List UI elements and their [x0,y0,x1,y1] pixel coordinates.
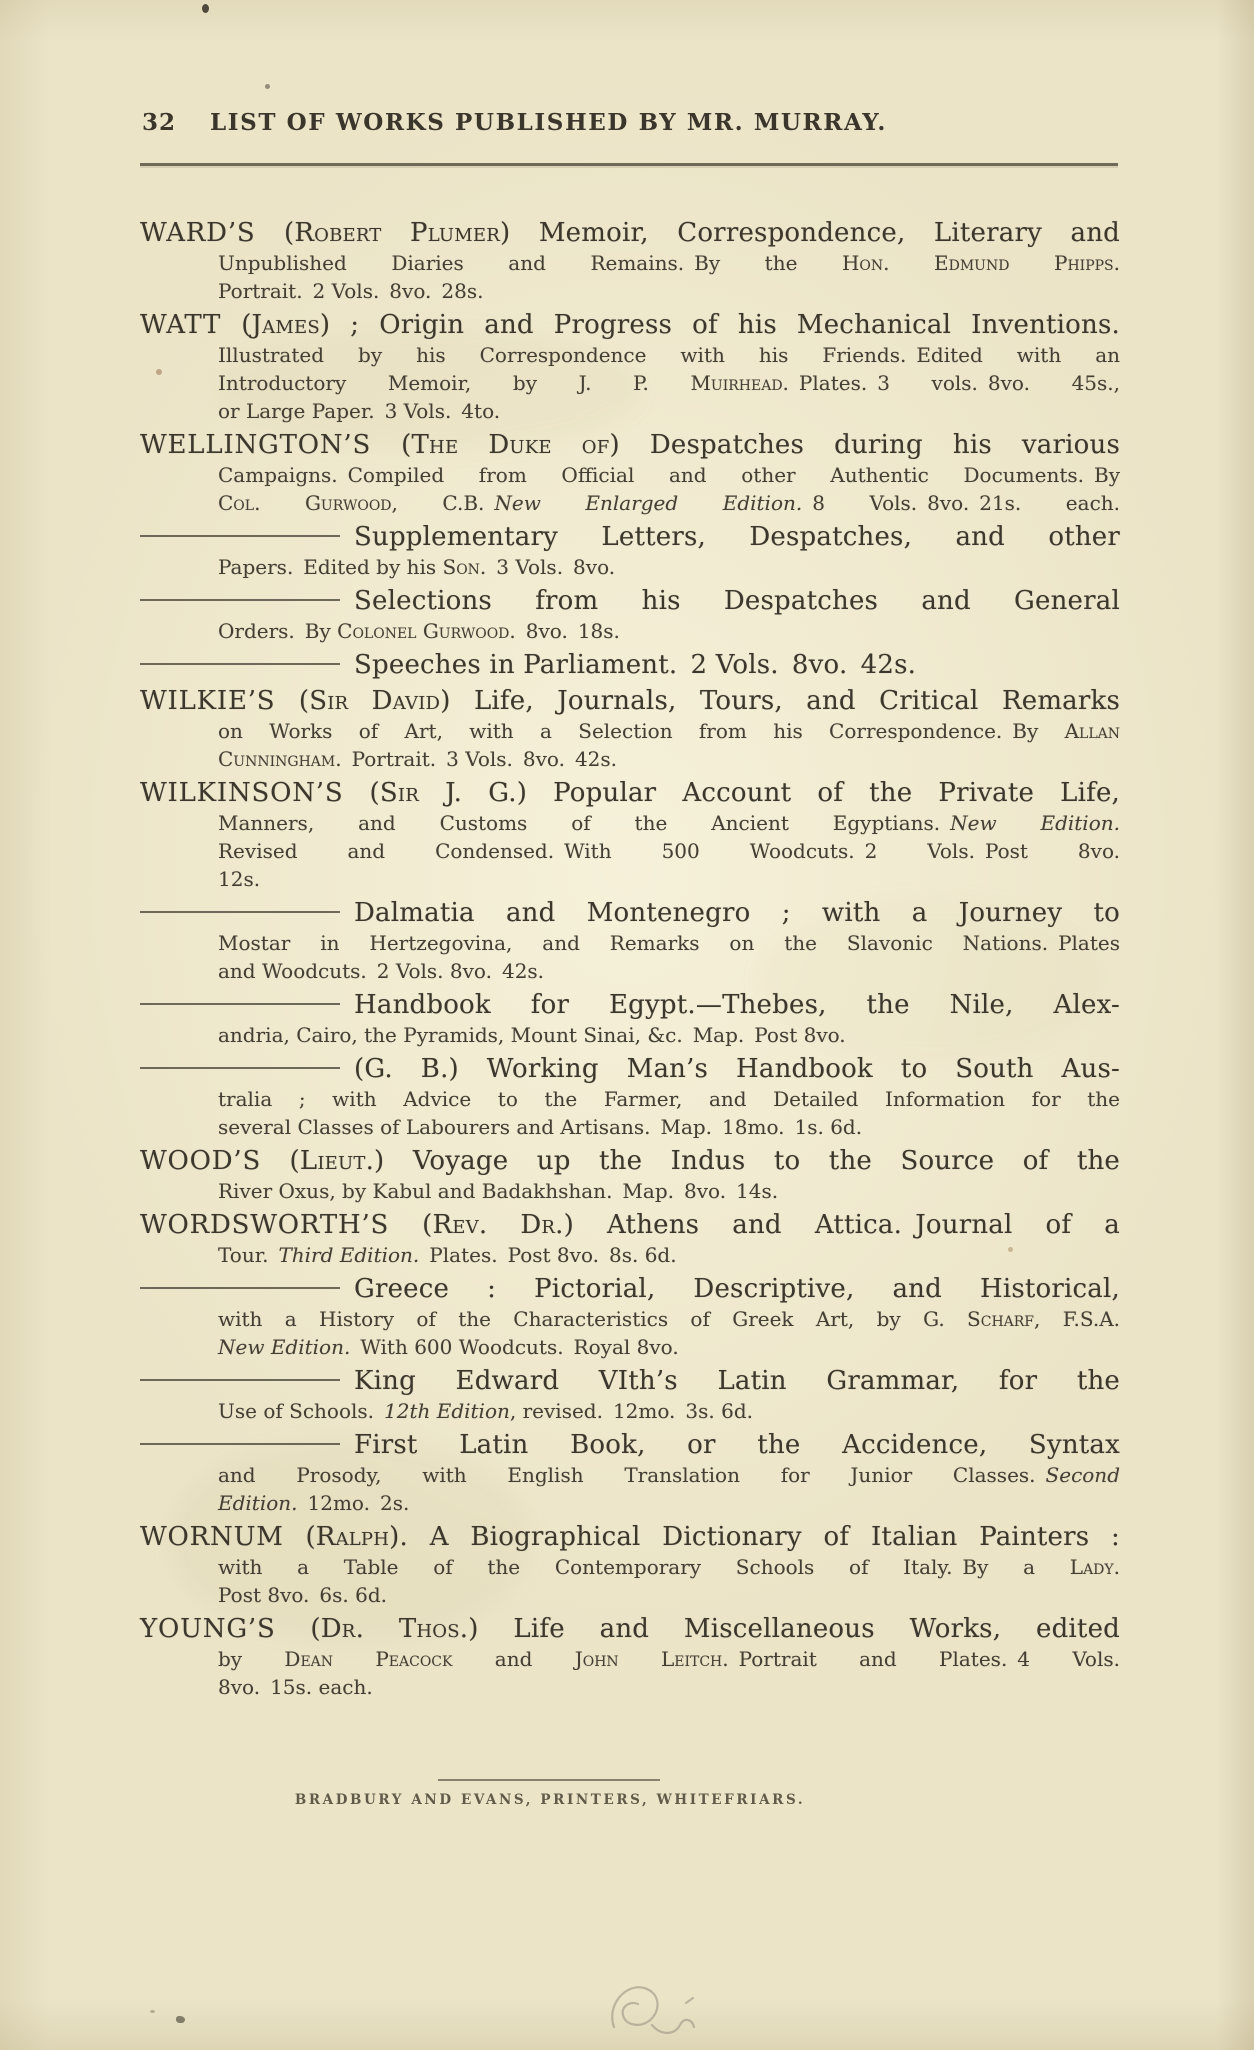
paper-speck [176,2016,185,2023]
italic-text: 12th Edition [384,1399,510,1423]
book-list [140,217,1120,1705]
text-segment: ( [261,1146,300,1176]
entry-detail-line [140,745,1120,773]
paper-speck [265,84,270,89]
text-segment: ( [221,310,252,340]
repeat-author-dash [140,663,340,665]
paper-speck [202,4,209,13]
entry-detail-line [140,461,1120,489]
book-entry [140,309,1120,425]
entry-detail-line [140,369,1120,397]
entry-headline [140,1053,1120,1085]
entry-detail-line [140,1305,1120,1333]
entry-detail-line [140,1461,1120,1489]
entry-detail-line [140,617,1120,645]
italic-text: Edition. [218,1491,298,1515]
entry-headline [140,1209,1120,1241]
text-segment: Illustrated by his Correspondence with his Friends. Edited with an [218,343,1120,367]
page-number: 32 [142,109,177,136]
entry-headline [140,897,1120,929]
text-segment: Dalmatia and Montenegro ; with a Journey to [354,898,1120,928]
book-entry [140,649,1120,681]
entry-detail-line [140,837,1120,865]
text-segment: Tour. [218,1243,279,1267]
text-segment: ) Memoir, Correspondence, Literary and [500,218,1120,248]
entry-detail-line [140,1397,1120,1425]
repeat-author-dash [140,1443,340,1445]
author-name-caps: WILKIE’S [140,686,276,716]
text-segment: and Prosody, with English Translation for Junior Classes. [218,1463,1046,1487]
text-segment: Post 8vo. 6s. 6d. [218,1583,388,1607]
italic-text: New Edition. [950,811,1120,835]
text-segment: ( [389,1210,433,1240]
text-segment: with a History of the Characteristics of Greek Art, by G. [218,1307,968,1331]
pencil-mark [598,1975,718,2050]
entry-headline [140,521,1120,553]
italic-text: New Enlarged Edition. [494,491,803,515]
small-caps-text: The Duke of [411,430,610,460]
text-segment: or Large Paper. 3 Vols. 4to. [218,399,501,423]
book-entry [140,429,1120,517]
small-caps-text: Son. [442,555,487,579]
text-segment: Campaigns. Compiled from Official and other Authentic Documents. By [218,463,1120,487]
entry-headline [140,649,1120,681]
book-entry [140,777,1120,893]
entry-detail-line [140,1085,1120,1113]
text-segment: King Edward VIth’s Latin Grammar, for the [354,1366,1120,1396]
text-segment: Plates. 3 vols. 8vo. 45s., [788,371,1120,395]
text-segment: Orders. By [218,619,338,643]
text-segment: tralia ; with Advice to the Farmer, and Detailed Information for the [218,1087,1120,1111]
text-segment: and [452,1647,575,1671]
repeat-author-dash [140,1003,340,1005]
small-caps-text: James [251,310,320,340]
text-segment: ) Life and Miscellaneous Works, edited [468,1614,1121,1644]
entry-headline [140,989,1120,1021]
text-segment: Handbook for Egypt.—Thebes, the Nile, Alex- [354,990,1120,1020]
entry-detail-line [140,489,1120,517]
text-segment: Revised and Condensed. With 500 Woodcuts. 2 Vols. Post 8vo. [218,839,1120,863]
book-entry [140,989,1120,1049]
entry-headline [140,1613,1120,1645]
small-caps-text: Rev. Dr. [432,1210,564,1240]
entry-headline [140,309,1120,341]
book-entry [140,1209,1120,1269]
small-caps-text: Colonel Gurwood. [337,619,516,643]
book-entry [140,897,1120,985]
small-caps-text: Robert Plumer [294,218,500,248]
italic-text: Third Edition. [278,1243,420,1267]
text-segment: and Woodcuts. 2 Vols. 8vo. 42s. [218,959,545,983]
repeat-author-dash [140,911,340,913]
entry-detail-line [140,1645,1120,1673]
book-entry [140,1521,1120,1609]
book-entry [140,1053,1120,1141]
text-segment: 8vo. 15s. each. [218,1675,373,1699]
repeat-author-dash [140,599,340,601]
entry-headline [140,777,1120,809]
book-entry [140,585,1120,645]
author-name-caps: WARD’S [140,218,256,248]
entry-detail-line [140,249,1120,277]
repeat-author-dash [140,1287,340,1289]
text-segment: Mostar in Hertzegovina, and Remarks on the Slavonic Nations. Plates [218,931,1120,955]
entry-detail-line [140,865,1120,893]
text-segment: F.S.A. [1040,1307,1120,1331]
text-segment: ) ; Origin and Progress of his Mechanical Inventions. [319,310,1120,340]
entry-detail-line [140,1113,1120,1141]
text-segment: Portrait. 3 Vols. 8vo. 42s. [341,747,618,771]
text-segment: ( [343,778,380,808]
small-caps-text: Dr. Thos. [320,1614,469,1644]
entry-detail-line [140,717,1120,745]
text-segment: with a Table of the Contemporary Schools of Italy. By a [218,1555,1070,1579]
footer-rule [438,1779,660,1781]
text-segment: Portrait and Plates. 4 Vols. [728,1647,1120,1671]
entry-headline [140,685,1120,717]
entry-headline [140,1521,1120,1553]
entry-detail-line [140,397,1120,425]
small-caps-text: Lieut. [299,1146,375,1176]
text-segment: by [218,1647,285,1671]
book-entry [140,685,1120,773]
small-caps-text: Dean Peacock [284,1647,453,1671]
text-segment: ) Life, Journals, Tours, and Critical Remarks [440,686,1121,716]
entry-detail-line [140,929,1120,957]
header-rule [140,163,1118,166]
entry-headline [140,1429,1120,1461]
text-segment: Selections from his Despatches and General [354,586,1120,616]
text-segment: ) Despatches during his various [609,430,1120,460]
author-name-caps: WATT [140,310,222,340]
text-segment: (G. B.) Working Man’s Handbook to South Aus- [354,1054,1120,1084]
paper-speck [150,2010,155,2013]
text-segment: ( [275,1614,321,1644]
small-caps-text: Scharf, [967,1307,1041,1331]
printer-imprint: BRADBURY AND EVANS, PRINTERS, WHITEFRIARS. [294,1792,806,1808]
author-name-caps: WELLINGTON’S [140,430,372,460]
text-segment: 3 Vols. 8vo. [486,555,616,579]
text-segment: ( [255,218,295,248]
entry-detail-line [140,1241,1120,1269]
entry-detail-line [140,277,1120,305]
author-name-caps: WOOD’S [140,1146,262,1176]
text-segment: andria, Cairo, the Pyramids, Mount Sinai, &c. Map. Post 8vo. [218,1023,846,1047]
entry-detail-line [140,957,1120,985]
text-segment: ) Voyage up the Indus to the Source of the [374,1146,1121,1176]
entry-detail-line [140,341,1120,369]
small-caps-text: Ralph [315,1522,390,1552]
author-name-caps: WILKINSON’S [140,778,344,808]
entry-detail-line [140,1553,1120,1581]
author-name-caps: WORNUM [140,1522,284,1552]
entry-detail-line [140,1581,1120,1609]
entry-detail-line [140,1177,1120,1205]
text-segment: on Works of Art, with a Selection from his Correspondence. By [218,719,1065,743]
text-segment: ( [283,1522,316,1552]
small-caps-text: Col. Gurwood, [218,491,398,515]
entry-detail-line [140,553,1120,581]
entry-detail-line [140,809,1120,837]
book-entry [140,1429,1120,1517]
small-caps-text: Muirhead. [690,371,789,395]
entry-detail-line [140,1673,1120,1701]
book-entry [140,217,1120,305]
text-segment: J. G.) Popular Account of the Private Life, [418,778,1121,808]
entry-headline [140,1273,1120,1305]
text-segment: Papers. Edited by his [218,555,443,579]
text-segment: , revised. 12mo. 3s. 6d. [509,1399,754,1423]
text-segment: Plates. Post 8vo. 8s. 6d. [419,1243,677,1267]
italic-text: New Edition. [218,1335,351,1359]
entry-detail-line [140,1021,1120,1049]
page-title: LIST OF WORKS PUBLISHED BY MR. MURRAY. [210,109,887,136]
book-entry [140,1273,1120,1361]
repeat-author-dash [140,1379,340,1381]
book-entry [140,1613,1120,1701]
entry-detail-line [140,1333,1120,1361]
book-entry [140,521,1120,581]
entry-headline [140,217,1120,249]
book-entry [140,1145,1120,1205]
text-segment: Speeches in Parliament. 2 Vols. 8vo. 42s. [354,650,917,680]
text-segment: ( [275,686,310,716]
text-segment: C.B. [397,491,495,515]
author-name-caps: YOUNG’S [140,1614,276,1644]
text-segment: 12mo. 2s. [297,1491,410,1515]
text-segment: ( [371,430,412,460]
text-segment: Unpublished Diaries and Remains. By the [218,251,842,275]
text-segment: ) Athens and Attica. Journal of a [563,1210,1120,1240]
text-segment: Portrait. 2 Vols. 8vo. 28s. [218,279,484,303]
text-segment: 8 Vols. 8vo. 21s. each. [802,491,1121,515]
text-segment: 12s. [218,867,261,891]
text-segment: several Classes of Labourers and Artisans. Map. 18mo. 1s. 6d. [218,1115,863,1139]
entry-headline [140,1365,1120,1397]
text-segment: Greece : Pictorial, Descriptive, and Historical, [354,1274,1120,1304]
small-caps-text: Allan [1064,719,1120,743]
small-caps-text: Cunningham. [218,747,342,771]
repeat-author-dash [140,535,340,537]
repeat-author-dash [140,1067,340,1069]
italic-text: Second [1045,1463,1120,1487]
author-name-caps: WORDSWORTH’S [140,1210,390,1240]
text-segment: River Oxus, by Kabul and Badakhshan. Map. 8vo. 14s. [218,1179,779,1203]
text-segment: ). A Biographical Dictionary of Italian Painters : [389,1522,1120,1552]
text-segment: With 600 Woodcuts. Royal 8vo. [350,1335,679,1359]
text-segment: Manners, and Customs of the Ancient Egyptians. [218,811,951,835]
small-caps-text: Sir [379,778,419,808]
text-segment: First Latin Book, or the Accidence, Syntax [354,1430,1120,1460]
small-caps-text: Hon. Edmund Phipps. [841,251,1120,275]
text-segment: Introductory Memoir, by J. P. [218,371,691,395]
small-caps-text: John Leitch. [574,1647,729,1671]
small-caps-text: Lady. [1069,1555,1120,1579]
entry-headline [140,1145,1120,1177]
small-caps-text: Sir David [309,686,441,716]
book-entry [140,1365,1120,1425]
entry-detail-line [140,1489,1120,1517]
text-segment: 8vo. 18s. [515,619,620,643]
entry-headline [140,585,1120,617]
text-segment: Use of Schools. [218,1399,384,1423]
text-segment: Supplementary Letters, Despatches, and other [354,522,1120,552]
entry-headline [140,429,1120,461]
